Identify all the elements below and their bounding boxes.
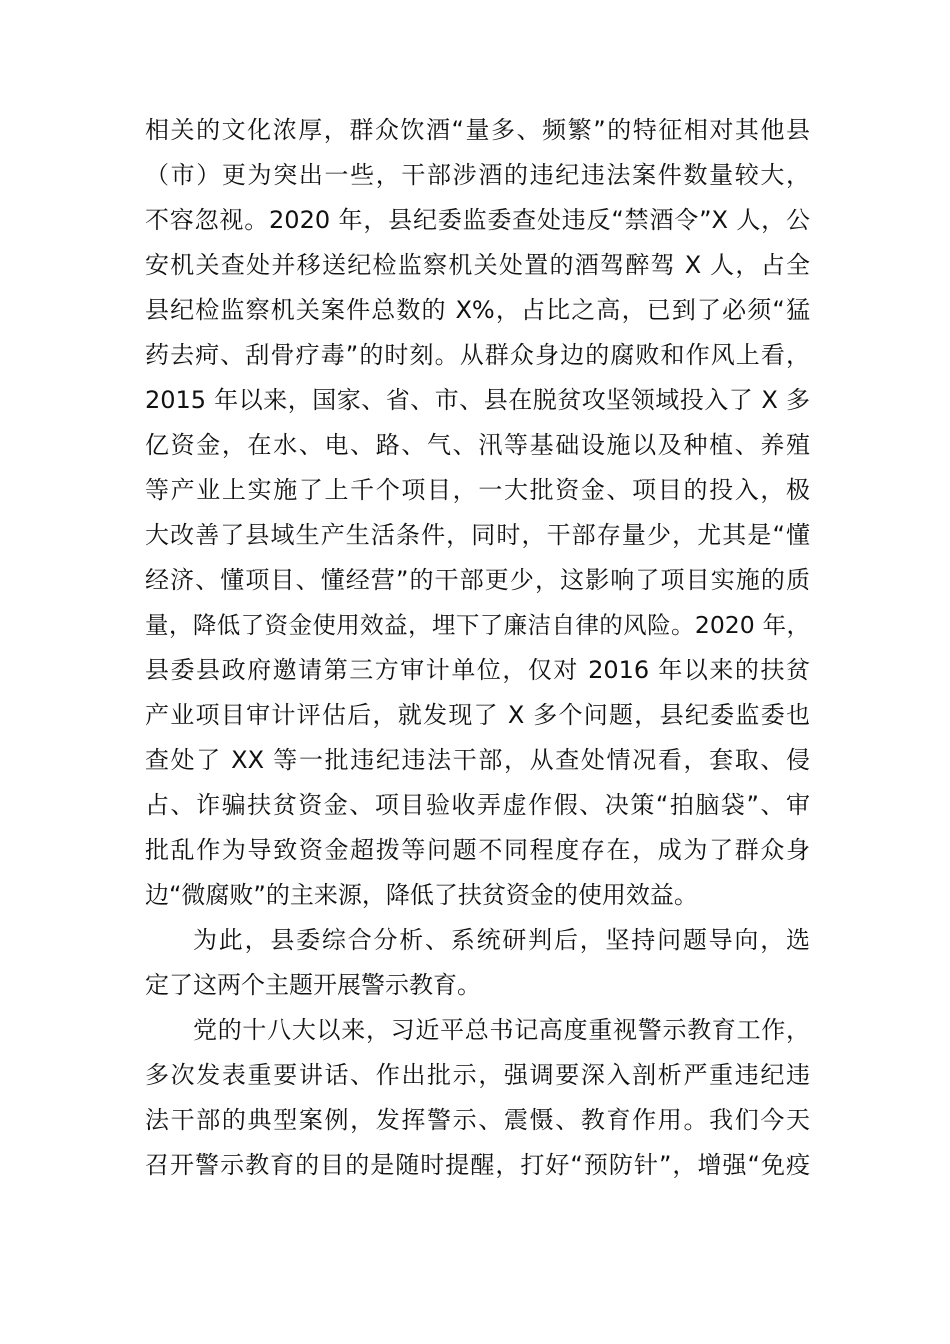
text-line: 安机关查处并移送纪检监察机关处置的酒驾醉驾 X 人，占全 (145, 251, 810, 279)
text-line: 相关的文化浓厚，群众饮酒“量多、频繁”的特征相对其他县 (145, 116, 810, 144)
text-line: 边“微腐败”的主来源，降低了扶贫资金的使用效益。 (145, 881, 698, 909)
text-line: 经济、懂项目、懂经营”的干部更少，这影响了项目实施的质 (145, 566, 810, 594)
text-line: 药去疴、刮骨疗毒”的时刻。从群众身边的腐败和作风上看， (145, 341, 810, 369)
text-line: 亿资金，在水、电、路、气、汛等基础设施以及种植、养殖 (145, 431, 810, 459)
text-line: 县委县政府邀请第三方审计单位，仅对 2016 年以来的扶贫 (145, 656, 810, 684)
text-line: 查处了 XX 等一批违纪违法干部，从查处情况看，套取、侵 (145, 746, 810, 774)
text-line: 党的十八大以来，习近平总书记高度重视警示教育工作， (193, 1016, 810, 1044)
text-line: 定了这两个主题开展警示教育。 (145, 971, 481, 999)
text-line: 多次发表重要讲话、作出批示，强调要深入剖析严重违纪违 (145, 1061, 810, 1089)
text-line: 召开警示教育的目的是随时提醒，打好“预防针”，增强“免疫 (145, 1151, 810, 1179)
text-line: 量，降低了资金使用效益，埋下了廉洁自律的风险。2020 年， (145, 611, 810, 639)
text-line: 为此，县委综合分析、系统研判后，坚持问题导向，选 (193, 926, 810, 954)
text-line: 大改善了县域生产生活条件，同时，干部存量少，尤其是“懂 (145, 521, 810, 549)
text-line: 产业项目审计评估后，就发现了 X 多个问题，县纪委监委也 (145, 701, 810, 729)
text-line: （市）更为突出一些，干部涉酒的违纪违法案件数量较大， (145, 161, 810, 189)
text-line: 占、诈骗扶贫资金、项目验收弄虚作假、决策“拍脑袋”、审 (145, 791, 810, 819)
text-line: 县纪检监察机关案件总数的 X%，占比之高，已到了必须“猛 (145, 296, 810, 324)
text-line: 批乱作为导致资金超拨等问题不同程度存在，成为了群众身 (145, 836, 810, 864)
text-line: 2015 年以来，国家、省、市、县在脱贫攻坚领域投入了 X 多 (145, 386, 810, 414)
text-line: 法干部的典型案例，发挥警示、震慑、教育作用。我们今天 (145, 1106, 810, 1134)
text-line: 等产业上实施了上千个项目，一大批资金、项目的投入，极 (145, 476, 810, 504)
text-line: 不容忽视。2020 年，县纪委监委查处违反“禁酒令”X 人，公 (145, 206, 810, 234)
